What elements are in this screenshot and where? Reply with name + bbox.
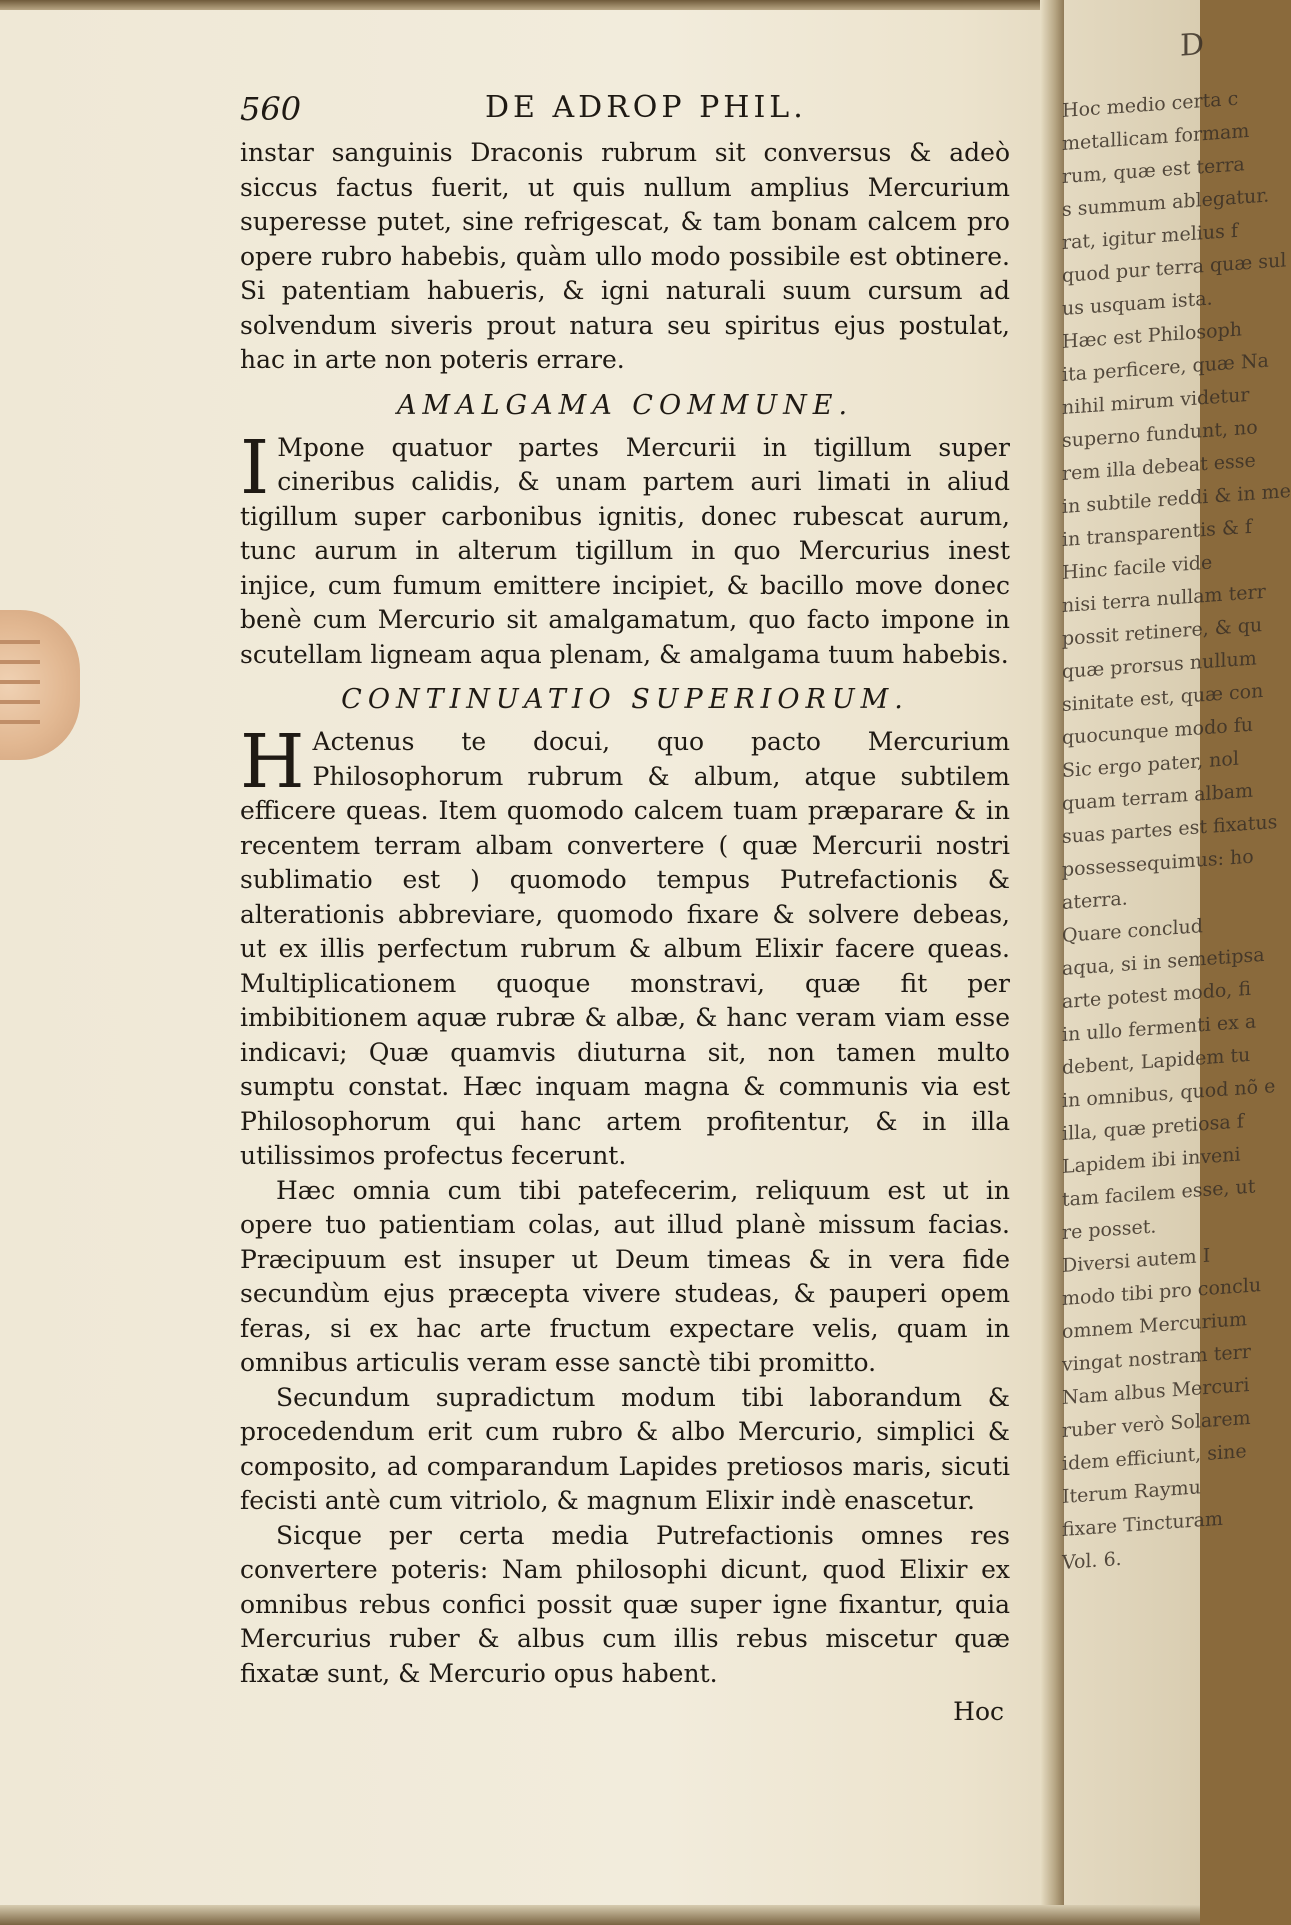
facing-page-line: quod pur terra quæ sul <box>1062 249 1287 287</box>
dropcap-i: I <box>240 424 270 511</box>
facing-page-fragment <box>1062 27 1291 1580</box>
facing-page-line: nihil mirum videtur <box>1062 383 1250 419</box>
facing-page-line: Hinc facile vide <box>1062 551 1213 584</box>
facing-page-line: omnem Mercurium <box>1062 1308 1248 1343</box>
facing-page-line: sinitate est, quæ con <box>1062 679 1264 716</box>
continuatio-paragraph-2: Hæc omnia cum tibi patefecerim, reliquum est ut in opere tuo patientiam colas, aut illud planè missum facias. Præcipuum est insuper ut Deum timeas & in vera fide secundùm ejus præcepta vivere studeas, & pauperi opem feras, si ex hac arte fructum expectare velis, quam in omnibus articulis veram esse sanctè tibi promitto. <box>240 1175 1010 1377</box>
facing-page-line: ruber verò Solarem <box>1062 1406 1251 1442</box>
page-bottom-edge <box>0 1905 1200 1925</box>
facing-page-line: aterra. <box>1062 887 1128 914</box>
facing-page-line: Nam albus Mercuri <box>1062 1373 1250 1409</box>
facing-page-line: in omnibus, quod nõ e <box>1062 1075 1276 1112</box>
text-column <box>240 90 1010 1726</box>
facing-page-line: s summum ablegatur. <box>1062 184 1270 221</box>
facing-page-line: quam terram albam <box>1062 779 1254 815</box>
section-heading-continuatio: CONTINUATIO SUPERIORUM. <box>341 684 909 715</box>
continuatio-paragraph-1 <box>240 719 1010 1174</box>
facing-page-line: fixare Tincturam <box>1062 1507 1224 1541</box>
facing-page-line: possessequimus: ho <box>1062 845 1254 881</box>
facing-page-line: modo tibi pro conclu <box>1062 1274 1262 1310</box>
facing-page-line: Hoc medio certa c <box>1062 87 1239 122</box>
facing-page-line: rat, igitur melius f <box>1062 219 1238 254</box>
facing-page-line: in transparentis & f <box>1062 515 1252 551</box>
page-number: 560 <box>240 90 302 128</box>
catchword: Hoc <box>953 1697 1004 1726</box>
facing-page-line: re posset. <box>1062 1215 1157 1244</box>
facing-page-line: in subtile reddi & in me <box>1062 479 1291 518</box>
dropcap-h: H <box>240 719 305 805</box>
facing-page-line: superno fundunt, no <box>1062 416 1258 452</box>
facing-page-line: suas partes est fixatus <box>1062 810 1278 848</box>
amalgama-text: Mpone quatuor partes Mercurii in tigillum super cineribus calidis, & unam partem auri limati in aliud tigillum super carbonibus ignitis, donec rubescat aurum, tunc aurum in alterum tigillum in quo Mercurius inest injice, cum fumum emittere incipiet, & bacillo move donec benè cum Mercurio sit amalgamatum, quo facto impone in scutellam ligneam aqua plenam, & amalgama tuum habebis. <box>240 432 1010 669</box>
facing-page-line: idem efficiunt, sine <box>1062 1440 1247 1475</box>
facing-page-line: possit retinere, & qu <box>1062 614 1263 650</box>
facing-page-lines <box>1062 85 1291 1580</box>
facing-page-line: Quare conclud <box>1062 915 1203 947</box>
facing-page-line: quæ prorsus nullum <box>1062 647 1257 683</box>
facing-page-line: metallicam formam <box>1062 119 1250 155</box>
facing-page-line: Diversi autem I <box>1062 1244 1211 1277</box>
thumb-holding-page <box>0 610 80 760</box>
section-heading-amalgama: AMALGAMA COMMUNE. <box>396 389 854 421</box>
running-title: DE ADROP PHIL. <box>485 90 807 125</box>
book-gutter <box>1040 0 1064 1925</box>
page-top-edge <box>0 0 1060 10</box>
facing-page-line: in ullo fermenti ex a <box>1062 1010 1257 1046</box>
facing-page-line: us usquam ista. <box>1062 287 1213 320</box>
facing-page-line: Sic ergo pater, nol <box>1062 747 1239 782</box>
facing-page-line: aqua, si in semetipsa <box>1062 943 1265 980</box>
facing-page-line: Iterum Raymu <box>1062 1476 1201 1508</box>
facing-page-line: ita perficere, quæ Na <box>1062 349 1269 386</box>
continuatio-paragraph-4: Sicque per certa media Putrefactionis omnes res convertere poteris: Nam philosophi dicunt, quod Elixir ex omnibus rebus confici possit quæ super igne fixantur, quia Mercurius ruber & albus cum illis rebus miscetur quæ fixatæ sunt, & Mercurio opus habent. <box>240 1520 1010 1688</box>
facing-page-header: D <box>1180 27 1205 64</box>
facing-page-line: nisi terra nullam terr <box>1062 580 1266 617</box>
facing-page-line: Hæc est Philosoph <box>1062 318 1242 353</box>
continuatio-paragraph-3: Secundum supradictum modum tibi laborandum & procedendum erit cum rubro & albo Mercurio, simplici & composito, ad comparandum Lapides pretiosos maris, sicuti fecisti antè cum vitriolo, & magnum Elixir indè enascetur. <box>240 1382 1010 1515</box>
facing-page-line: illa, quæ pretiosa f <box>1062 1110 1244 1145</box>
facing-page-line: rem illa debeat esse <box>1062 449 1256 485</box>
facing-page-line: Vol. 6. <box>1062 1547 1122 1574</box>
facing-page-line: quocunque modo fu <box>1062 713 1254 749</box>
facing-page-line: rum, quæ est terra <box>1062 153 1245 188</box>
facing-page-line: arte potest modo, fi <box>1062 977 1252 1013</box>
facing-page-line: debent, Lapidem tu <box>1062 1043 1251 1079</box>
facing-page-line: vingat nostram terr <box>1062 1340 1251 1376</box>
facing-page-line: Lapidem ibi inveni <box>1062 1143 1241 1178</box>
page-header <box>240 90 1010 136</box>
continuatio-text-1: Actenus te docui, quo pacto Mercurium Philosophorum rubrum & album, atque subtilem efficere queas. Item quomodo calcem tuam præparare & in recentem terram albam convertere ( quæ Mercurii nostri sublimatio est ) quomodo tempus Putrefactionis & alterationis abbreviare, quomodo fixare & solvere debeas, ut ex illis perfectum rubrum & album Elixir facere queas. Multiplicationem quoque monstravi, quæ fit per imbibitionem aquæ rubræ & albæ, & hanc veram viam esse indicavi; Quæ quamvis diuturna sit, non tamen multo sumptu constat. Hæc inquam magna & communis via est Philosophorum qui hanc artem profitentur, & in illa utilissimos profectus fecerunt. <box>240 727 1010 1170</box>
amalgama-paragraph <box>240 424 1010 673</box>
facing-page-line: tam facilem esse, ut <box>1062 1175 1256 1211</box>
intro-paragraph: instar sanguinis Draconis rubrum sit conversus & adeò siccus factus fuerit, ut quis nullum amplius Mercurium superesse putet, sine refrigescat, & tam bonam calcem pro opere rubro habebis, quàm ullo modo possibile est obtinere. Si patentiam habueris, & igni naturali suum cursum ad solvendum siveris prout natura seu spiritus ejus postulat, hac in arte non poteris errare. <box>240 138 1010 374</box>
